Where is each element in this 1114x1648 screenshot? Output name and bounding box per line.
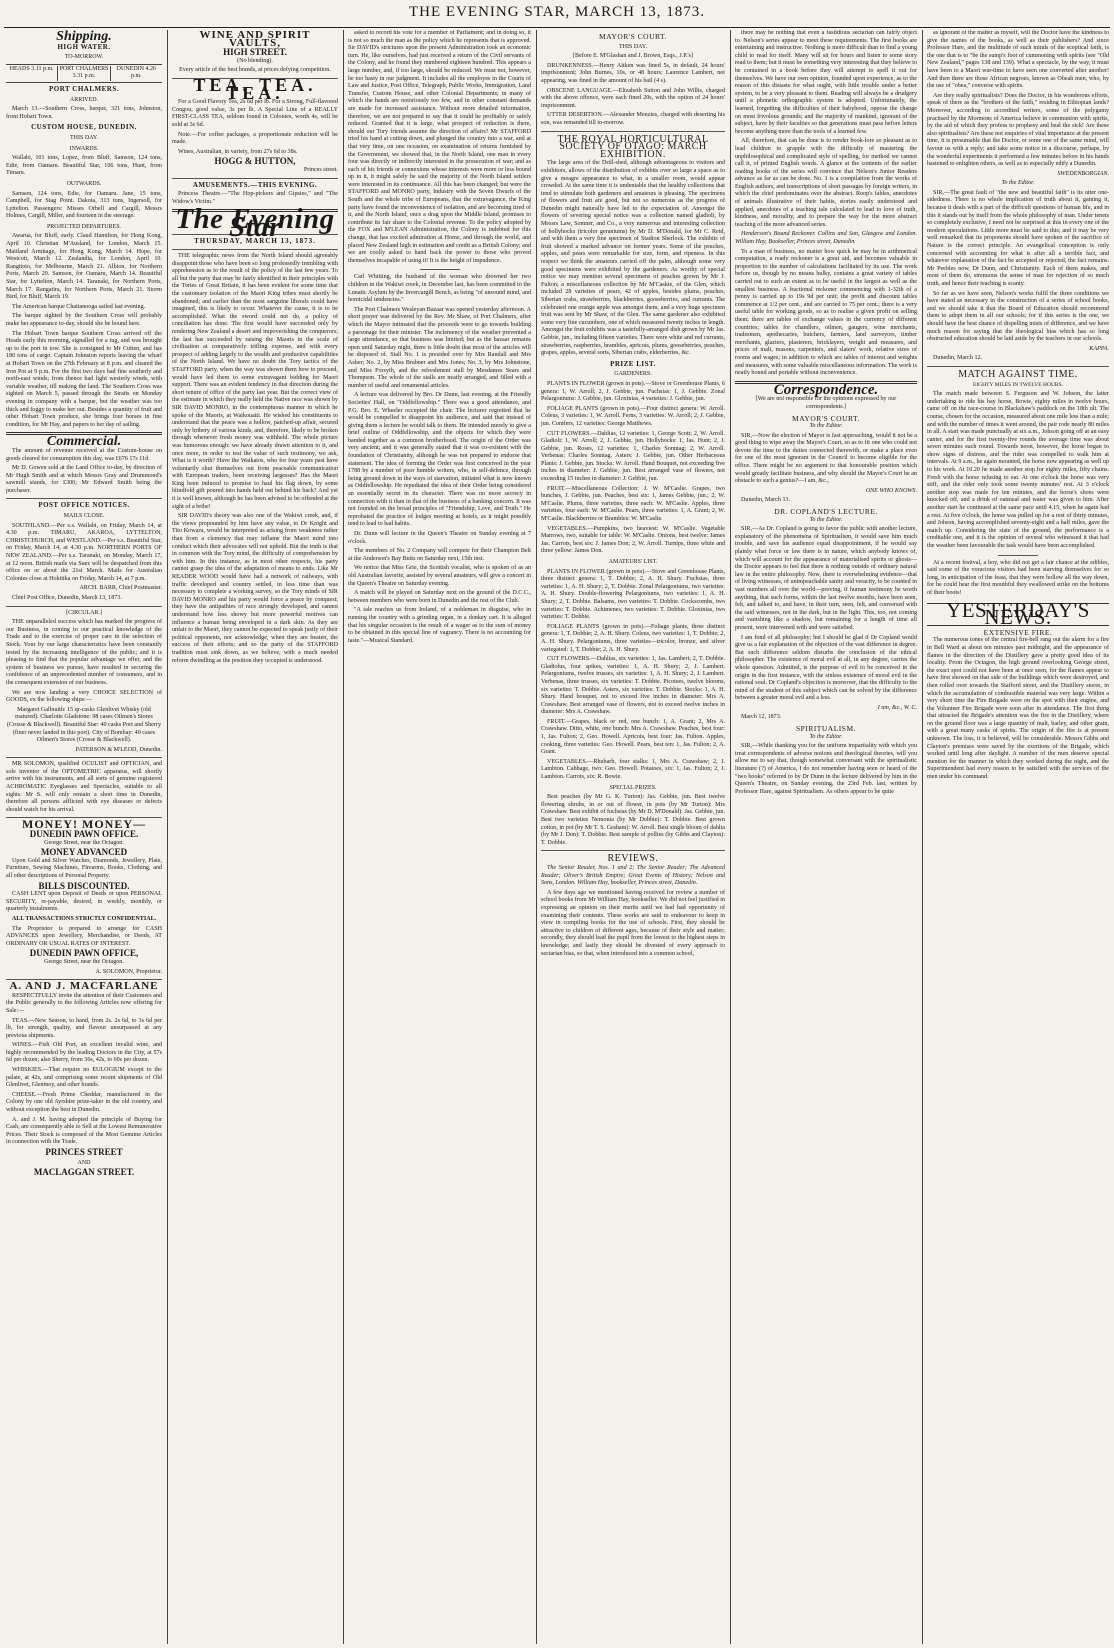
letter-text: So far as we have seen, Nelson's works fulfil the three conditions we have stated as necessary in the construction of a series of school books, and we should take it that the Board of Education should recommend them to adopt them in all our schools; for if this series is the one, we should have the best chance of dispelling mists of difference, and we have much reason for saying that the theological bias which has so long obstructed education should be laid aside by the teachers in our schools.: [927, 290, 1109, 343]
amusements-heading: AMUSEMENTS.—THIS EVENING.: [192, 180, 318, 189]
prize-text: VEGETABLES.—Pumpkins, two heaviest: W. M'Caslie. Vegetable Marrows, two, suitable for table: W. M'Caslie. Onions, best twelve: James Jas. Carrots, best six: J. James Don; 2, W. Arroll. Turnips, three white and three yellow: James Don.: [541, 525, 725, 555]
letter-date: Dunedin, March 12.: [933, 355, 983, 362]
to-editor: To the Editor.: [809, 733, 843, 740]
amateur-text: FRUIT.—Grapes, black or red, one bunch: 1, A. Grant; 2, Mrs A. Crawshaw. Ditto, white, one bunch: Mrs A. Crawshaw. Peaches, best four: 1, Jas. Fulton; 2, Geo. Howell. Apricots, best four: Jas. Fulton. Apples, cooking, three varieties: Geo. Howell. Pears, best ten: 1, Jas. Fulton; 2, A. Grant.: [541, 718, 725, 756]
wine-text: Every article of the best brands, at prices defying competition.: [179, 67, 331, 74]
mails-text: SOUTHLAND.—Per s.s. Wallabi, on Friday, March 14, at 4.30 p.m. TIMARU, AKAROA, LYTTELTON, CHRISTCHURCH, and WESTLAND.—Per s.s. Beautiful Star, on Friday, March 14, at 4.30 p.m. NORTHERN PORTS OF NEW ZEALAND.—Per s.s. Taranaki, on Monday, March 17, at 12 noon. British mails via Suez will be despatched from this office on or about the 21st March. Mails for Australian Colonies close at Hokitika on Friday, March 14, at 7 p.m.: [6, 522, 162, 582]
macfarlane-text: RESPECTFULLY invite the attention of their Customers and the Public generally to the following Articles now offering for Sale:—: [6, 992, 162, 1014]
solomon-ad: MR SOLOMON, qualified OCULIST and OPTICIAN, and sole inventor of the OPTOMETRIC apparatus, will shortly arrive with his instruments, and all sorts of genuine registered ACHROMATIC Eyeglasses and Spectacles, suitable to all sights. Mr S. will only remain a short time in Dunedin, therefore all persons afflicted with eye diseases or defects should watch for his arrival.: [6, 761, 162, 813]
column-rule: [536, 30, 537, 1644]
high-water-heading: HIGH WATER.: [57, 42, 111, 51]
cheese-text: CHEESE.—Fresh Prime Cheddar, manufactured in the Colony by one old Ayrshire prize-taker in the old country, and without exception the best in Dunedin.: [6, 1091, 162, 1114]
masthead-rule: [4, 27, 1110, 28]
special-prizes-label: SPECIAL PRIZES.: [609, 784, 657, 791]
solomon-signature: A. SOLOMON, Proprietor.: [95, 968, 162, 975]
amusements-text: Princess Theatre.—"The Hop-pickers and Gipsies," and "The Widow's Victim.": [172, 191, 338, 205]
port-heading: PORT CHALMERS.: [48, 84, 120, 93]
to-editor: To the Editor.: [809, 516, 843, 523]
gardeners-label: GARDENERS.: [614, 371, 652, 378]
prize-text: FOLIAGE PLANTS (grown in pots).—Four distinct genera: W. Arroll. Coleus, 3 varieties: 1, W. Arroll. Ferns, 3 varieties: W. Arroll; 2, J. Gebbie, jun. Conifers, 12 varieties: George Matthews.: [541, 405, 725, 427]
this-day-label: THIS DAY.: [618, 43, 647, 50]
commercial-para: Mr D. Gowen sold at the Land Office to-day, by direction of Mr Hugh Smith and at which Messrs Gray and Drummond's sawmill stands, for £300; Mr Edward Smith being the purchaser.: [6, 465, 162, 494]
tide-cell: DUNEDIN 4.26 p.m.: [116, 65, 156, 80]
maclaggan-street: MACLAGGAN STREET.: [33, 1167, 135, 1178]
letter-date: Dunedin, March 13.: [741, 497, 791, 504]
projected-label: PROJECTED DEPARTURES.: [46, 223, 122, 230]
reviews-heading: REVIEWS.: [607, 853, 659, 865]
whiskies-text: WHISKIES.—That require no EULOGIUM except to the palate, at 42s, and comprising some recent shipments of Old Glenlivet, Glenmoy, and other brands.: [6, 1067, 162, 1089]
correspondence-note: [We are not responsible for the opinions expressed by our correspondents.]: [755, 396, 897, 410]
divider: [6, 498, 162, 499]
letter-text: SIR,—Now the election of Mayor is fast approaching, would it not be a good thing to wipe away the Mayor's Court, so as to fit one who could not devote the time to the duties connected therewith, or make a place even for one of the most ignorant in the Council to become eligible for the office. There might be no argument to that honourable position which would greatly facilitate business, and why should the Mayor's Court be an obstacle to such a genius?—I am, &c.,: [735, 432, 917, 485]
circular-text: We are now landing a very CHOICE SELECTION of GOODS, ex the following ships:—: [6, 689, 162, 704]
proprietor-text: The Proprietor is prepared to arrange for CASH ADVANCES upon Jewellery, Merchandise, or Deeds, AT ORDINARY OR USUAL RATES OF INTEREST.: [6, 925, 162, 947]
editorial-text: SIR DAVID's theory was also one of the Wakiwi creek, and, if the views propounded by him have any value, to Dr Knight and Tito Kowaru, would be interpreted as arising from weakness rather than from a clemency that may inflame the Maori mind into conduct which their advocates will not uphold. But the truth is that in common with the Tory mind, the difficulty of comprehension by with him. In this instance, as in most other respects, his party cannot grasp the idea of the adaptation of means to ends. Like Mr READER WOOD would have had a network of railways, with traffic developed and country settled, in less time than was necessary to complete a working survey, so the Tory minds of SIR DAVID MONRO and his party would force a peace by conquest; they have the antipathies of race strongly developed, and cannot understand how less showy but more powerful motives can influence a human being enveloped in a dark skin. As they are unfair to the Maori, they cannot be expected to speak justly of their political opponents, nor acknowledge, when they are beaten, the success of their efforts; and so the party of the STAFFORD tradition must sink down, as we believe, with a much needed reform dwindling as the position they occupied is understood.: [172, 513, 338, 664]
match-subheading: EIGHTY MILES IN TWELVE HOURS.: [972, 381, 1064, 388]
letter-heading: DR. COPLAND'S LECTURE.: [774, 507, 878, 517]
wines-text: WINES.—Fish Old Port, an excellent invalid wine, and highly recommended by the leading Doctors in the City, at 57s 6d per dozen; also Sherry, from 36s, 42s, to 60s per dozen.: [6, 1042, 162, 1064]
pawn-address: George Street, near the Octagon.: [44, 839, 124, 846]
pawn-office-name: DUNEDIN PAWN OFFICE.: [29, 829, 139, 840]
tea-note: Note.—For coffee packages, a proportionate reduction will be made.: [172, 131, 338, 146]
news-item: The members of No. 2 Company will compete for their Champion Belt at the Anderson's Bay Butts on Saturday next, 15th inst.: [348, 548, 531, 562]
divider: [541, 850, 725, 851]
anecdote-text: At a recent festival, a boy, who did not get a fair chance at the edibles, said some of the voracious visitors had been starving themselves for so long, in anticipation of the feast, that they were hollow all the way down, for he could hear the first mouthful they swallowed strike on the bottoms of their boots!: [927, 559, 1109, 596]
amateur-text: VEGETABLES.—Rhubarb, four stalks: 1, Mrs A. Crawshaw; 2, J. Lambton. Cabbage, two: Geo. Howell. Potatoes, six: 1, Jas. Fulton; 2, J. Lambton. Carrots, six: R. Bowie.: [541, 758, 725, 781]
column-1: [6, 30, 162, 1644]
divider: [172, 249, 338, 250]
outwards-text: Samson, 124 tons, Edie, for Oamaru. Jane, 15 tons, Campbell, for Stag Point. Dakota, 313 tons, Ingersoll, for Lyttelton. Passengers: Misses Orbell and Cargill, Messrs Holmes, Cargill, Miller, and fourteen in the steerage.: [6, 190, 162, 220]
inwards-text: Wallabi, 101 tons, Lopez, from Bluff. Samson, 124 tons, Edie, from Oamaru. Beautiful Star, 106 tons, Hunt, from Timaru.: [6, 155, 162, 177]
review-continued: All, therefore, that can be done is to render book-lore so pleasant as to lead children to grapple with the difficulty of mastering the unphilosophical and complicated style of spelling, for method we cannot call it, of printed English words. A glance at the contents of the earlier reading books of the series will convince that Nelson's Junior Readers advance as far as can be done. No. 1 is a compilation from the works of English authors, and transcriptions of short passages by foreign writers, in which the chief predominates over the abstract. Roop's fables, anecdotes of animals illustrative of their habits, stories easily understood and applied, anecdotes of a teaching tale calculated to lead to love of truth, kindness, and morality, and to prepare the way for the more abstract teaching of the more advanced series.: [735, 138, 917, 228]
letter-text: I am fond of all philosophy; but I should be glad if Dr Copland would give us a fair explanation of the objection of the vast difference in degree. But such difference seldom disturbs the conclusion of the ethical philosopher. The existence of moral evil at all, in any degree, carries the whole question. Admitted, is the purpose of evil to be conceived in the origin in the first instance, with the sinless existence of moral evil in the rational soul. Dr Copland's objection is moreover, that the difficulty to the mind of the student of this subject which can be solved by the difference between a greater moral evil and a less.: [735, 634, 917, 702]
mails-close-label: MAILS CLOSE.: [63, 513, 105, 520]
mayors-court-heading: MAYOR'S COURT.: [599, 32, 667, 41]
princes-street: PRINCES STREET: [45, 1147, 123, 1157]
prize-text: FRUIT.—Miscellaneous Collection: J. W. M'Caslie. Grapes, two bunches, J. Gebbie, jun. Peaches, best six: 1, James Gebbie, jun.; 2, W. M'Caslie. Plums, three varieties, three each: W. M'Caslie. Apples, three varieties, four each: W. M'Caslie. Pears, three varieties: 1, A. Grant; 2, W. M'Caslie. Blackberries or Brambles: W. M'Caslie.: [541, 485, 725, 523]
tea-lines: For a Good Flavory Tea, 2s 6d per lb. For a Strong, Full-flavored Congou, good value, 3s per lb. A Special Line of a REALLY FIRST-CLASS TEA, seldom found in Colonies, worth 4s, will be sold at 3s 6d.: [172, 99, 338, 128]
macfarlane-close: A. and J. M. having adopted the principle of Buying for Cash, are consequently able to Sell at the Lowest Remunerative Prices. Their Stock is composed of the Most Genuine Articles in connection with the Trade.: [6, 1116, 162, 1146]
column-3: [348, 30, 531, 1644]
news-item: The Port Chalmers Wesleyan Bazaar was opened yesterday afternoon. A short prayer was delivered by the Rev. Mr Shaw, of Port Chalmers, after which the Mayor intimated that the proceeds were to go towards building a parsonage for their minister. The inclemency of the weather prevented a large attendance, so that business was limited; but as the bazaar remains open until Saturday night, there is little doubt that most of the articles will be disposed of. Stall No. 1 is presided over by Mrs Randall and Mrs Asher; No. 2, by Miss Brabner and Mrs Jones; No. 3, by Mrs Johnstone, and Miss Forsyth, and the refreshment stall by Mesdames Sears and Thompson. The whole of the stalls are neatly arranged, and filled with a number of useful and ornamental articles.: [348, 306, 531, 389]
advertiser-signature: PATERSON & M'LEOD, Dunedin.: [75, 746, 162, 753]
column-2: [172, 30, 338, 1644]
wine-vaults-heading: WINE AND SPIRIT VAULTS,: [199, 30, 311, 49]
editorial-continued: asked to record his vote for a member of Parliament; and in doing so, it is not so much the man as the policy which he represents that is approved. Sir DAVID's strictures upon the present Administration took an economic turn. He, like ourselves, had just received a return of the Civil servants of the Colony, and he found they numbered eighteen hundred. This appears a large number, and, if too large, should be reduced. We must not, however, be too hasty in our judgment. It includes all the employes in the Courts of Law and Justice, Post Office, Telegraph, Public Works, Immigration, Land Transfer, Custom House, and other Colonial Departments; in many of which the hands are notoriously too few, and in other constant demands are made for increased assistance. Without more detailed information, therefore, we are not prepared to say that it could be profitably or safely reduced. Granted that it is large, what prospect of reduction is there, should our Tory friends assume the direction of affairs? Mr STAFFORD tried his hand at cutting down, and plunged the country into a war, and at that very time, on one occasion, on examination of returns furnished by the Government, we showed that, in the North Island, one man in every four was directly or indirectly interested in the prosecution of war; and as each of his friends or connexions whose interests were more or less bound up in it, it might safely be said the majority of the North Island settlers were interested in its continuance. All this has been changed; but were the STAFFORD and MONRO party, Industry with the Seven Dwarfs of the South and the whole tribe of Europeans, that the extravagance, the King party have found the inconvenience of isolation, and are becoming tired of it, and the North Island, once a drag upon the Middle Island, promises to contribute its fair share to the Colonial revenue. To the policy adopted by the FOX and M'LEAN Administration, the Colony is indebted for this change, that has excited admiration at Home, and through the world, and placed New Zealand high in estimation and credit as a British Colony; and we are coolly asked to hand back the power to those who proved themselves incapable of using it! It is the height of impudence.: [348, 30, 531, 264]
news-item: We notice that Miss Grie, the Scottish vocalist, who is spoken of as an old Australian favorite, assisted by several amateurs, will give a concert in the Queen's Theatre on Saturday evening.: [348, 565, 531, 587]
section-heading-commercial: Commercial.: [46, 434, 122, 450]
hogg-address: Princes street.: [303, 166, 338, 173]
correspondence-heading: Correspondence.: [773, 381, 879, 398]
court-text: DRUNKENNESS.—Henry Aitken was fined 5s, in default, 24 hours' imprisonment; John Burnes, 10s, or 48 hours; Laurence Lambert, not appearing, was fined in the amount of his bail (4 s).: [541, 62, 725, 84]
letter-signature: SWEDENBORGIAN.: [1057, 170, 1109, 177]
letter-text: SIR,—While thanking you for the uniform impartiality with which you treat correspondents of adverse notions and theological theories, will you allow me to say that, though somewhat conversant with the spiritualistic literature (?) of America, I do not remember having seen or heard of the "two books" referred to by Dr Dunn in the lecture delivered by him in the Queen's Theatre, on Sunday evening, the 23rd Feb. last, written by Professor Hare, against Spiritualism. As others appear to be quite: [735, 743, 917, 795]
letter-text: SIR,—As Dr. Copland is going to favor the public with another lecture, explanatory of the phenomena of Spiritualism, it would save him much trouble, and save his audience equal disappointment, if he would say plainly what force or law there is in nature, which anybody knows of, which will account for the appearance of materialised spirits or ghosts—the Doctor appears to feel that there is nothing outside of ordinary natural law in the entire philosophy. Now, there is overwhelming evidence—that of living witnesses, of unimpeachable sanity and veracity, to be counted in vast numbers all over the world—proving, if human testimony be worth anything, that such forms, within the last twelve months, have been seen, felt, and talked to, and have, in their turn, seen, felt, and conversed with the said witnesses, not in the dark, but in the light. This, too, not coming and vanishing like a shadow, but remaining for a length of time all present, were intervened with and were satisfied.: [735, 526, 917, 631]
shipping-para: The Hobart Town barque Southern Cross arrived off the Heads early this morning, signalled for a tug, and was brought up to the port in tow. She is consigned to Mr Cutten, and has 180 tons of cargo. Captain Johnston reports leaving the wharf at Hobart Town on the 27th February at 8 p.m. and cleared the Iron Pot at 9 p.m. For the first two days had fine southerly and north-east winds; from thence had light westerly winds, with variable weather, till making the land. The Southern Cross was sighted on March 5, passed through the Straits on Monday evening in company with a barque, but the weather was too thick and foggy to make her out. Besides a quantity of fruit and other Hobart Town produce, she brings four horses in fine condition, for Mr Hay, and papers to her day of sailing.: [6, 330, 162, 428]
tide-cell: HEADS 3.11 p.m.: [6, 66, 58, 81]
divider: [172, 178, 338, 179]
review-continued: there may be nothing that even a fastidious sectarian can fairly object to. Nelson's series appear to meet these requirements. The first books are entertaining and instructive. Nothing is more difficult than to find a young child to read for itself. Many will sit for hours and listen to some story read to them; but it must be something very interesting that they believe to be contained in a book before they will attempt to spell it out for themselves. We have our own opinion, founded upon experience, as to the reason of this distaste for what ought, with little trouble under a better system, to be a very pleasant to them. Reading will always be a drudgery until a phonetic orthographic system is adopted. Unfortunately, the learned, forgetting the difficulties of their babyhood, oppose the change on most frivolous grounds; and the majority of mankind, ignorant of the subject, have by their faculties so that generations must pass before letters become anything more than the tools of a learned few.: [735, 30, 917, 135]
divider: [6, 606, 162, 607]
amateur-text: FOLIAGE PLANTS (grown in pots).—Foliage plants, three distinct genera: 1, T. Dobbie; 2, A. H. Shury. Coleus, two varieties: 1, T. Dobbie; 2, A. H. Shury. Pelargoniums, three varieties—tricolor, bronze, and silver variegated: 1, T. Dobbie; 2, A. H. Shury.: [541, 623, 725, 653]
tide-table: [6, 64, 162, 83]
money-heading: MONEY! MONEY—: [22, 817, 146, 832]
column-rule: [922, 30, 923, 1644]
circular-text: THE unparalleled success which has marked the progress of our Business, in coming to our practical knowledge of the Trade and to the exercise of proper care in the selection of Stock. Your by our large characteristics have been constantly tested by the increasing intelligence of the public; and it is pleasing to find that the popular advantage we offer, and the system of business we pursue, have resulted in securing the confidence of an unprecedented number of consumers, and in the consequent extension of our business.: [6, 619, 162, 686]
ships-list: Margaret Galbraith: 15 qr-casks Glenlivet Whisky (old matured). Charlotte Gladstone: 98 cases Oilmen's Stores (Crosse & Blackwell). Beautiful Star: 40 casks Port and Sherry (finer never landed in this port). City of Bombay: 40 cases Oilmen's Stores (Crosse & Blackwell).: [6, 706, 161, 744]
prize-text: CUT FLOWERS.—Dahlias, 12 varieties: 1, George Scott; 2, W. Arroll. Gladioli: 1, W. Arroll; 2, J. Gebbie, jun. Hollyhocks: 1, Jas. Hunt; 2, J. Gebbie, jun. Roses, 12 varieties: 1, Charles Sonntag; 2, W. Arroll. Verbenas: Charles Sonntag. Asters: J. Gebbie, jun. Other Herbaceous Plants: J. Gebbie, jun. Stocks: W. Arroll. Hand Bouquet, not exceeding five inches in diameter: J. Gebbie, jun. Best arranged vase of flowers, not exceeding 15 inches in diameter: J. Gebbie, jun.: [541, 430, 725, 483]
outwards-label: OUTWARDS.: [66, 180, 102, 187]
match-heading: MATCH AGAINST TIME.: [958, 368, 1078, 380]
and-label: AND: [77, 1159, 91, 1166]
no-blending: (No blending).: [237, 57, 273, 64]
match-text: The match made between S. Ferguson and W. Johson, the latter undertaking to ride his bay horse, Bowie, eighty miles in twelve hours, came off on the race-course in Blackshaw's paddock on the 18th ult. The course, chosen for the occasion, measured about one mile less than a mile; and with the number of times it went around, the pair rode nearly 80 miles in all. A start was made punctually at six a.m., Johson going off at an easy canter, and for the first twenty-five rounds the average time was about seven minutes each round. Towards noon, however, the horse began to show signs of distress, and the rider was compelled to walk him at intervals. At 9 a.m., he again mounted, the horse now appearing as well up to his work. At 10.20 he made another stop for eighty miles, fifty chains. Fresh with the horse refusing to eat. At one o'clock the horse was very stiff, and the rider only took some twenty minutes' rest. At 3 o'clock another stop was made for ten minutes, and the horse's shoes were knocked off, and a drink of oatmeal and water was given to him. After another start he continued at the same pace until 4.15, when he again had a rest. At five o'clock, the horse was pulled up for a rest of thirty minutes, and Johson, having accomplished seventy-eight and a half miles, gave the match up. Considering the state of the ground, the performance is a creditable one, and it is the opinion of several who witnessed it that had the weather been favourable the task would have been accomplished.: [927, 391, 1109, 549]
inwards-label: INWARDS.: [69, 145, 99, 152]
news-item: "A tale reaches us from Ireland, of a nobleman in disguise, who in running the country with a grinding organ, in a donkey cart. It is alleged that his singular occasion is the result of a wager as to the sum of money to be obtained in this special line of vagrancy. There is no accounting for taste."—Musical Standard.: [348, 607, 531, 644]
fire-text: The numerous tones of the central fire-bell rang out the alarm for a fire in Bell Ward at about ten minutes past midnight, and the appearance of flames in the direction of the Distillery gave a pretty good idea of its locality. From the Octagon, the high ground overlooking George street, the exact spot could not have been at once seen, for the flames appear to have first showed on that side of the buildings which were destroyed, and then rolled over towards the Stafford street, and the Distillery stores, in which the accumulation of combustible material was very large. Within a very short time the Fire Brigade were on the spot with their engine, and the Volunteer Fire Brigade were soon after in attendance. The first thing that attracted the Brigade's attention was the fire in the Distillery, where on the ground floor was a large quantity of malt, barley, and other grain, with a great many casks of spirits. The origin of the fire is at present unknown. The loss, it is believed, will be considerable. Messrs Gibbs and Clayton's premises were saved by the exertions of the Brigade, which worked until long after daylight. A number of the men deserve special mention for the manner in which they worked during the night, and the Superintendent had every reason to be satisfied with the services of the men under his command.: [927, 637, 1109, 781]
macfarlane-heading: A. AND J. MACFARLANE: [9, 980, 159, 993]
divider: [998, 555, 1038, 556]
to-editor: To the Editor.: [1001, 180, 1035, 187]
high-street: HIGH STREET.: [223, 47, 287, 58]
divider: [420, 269, 460, 270]
column-rule: [730, 30, 731, 1644]
news-item: A match will be played on Saturday next on the ground of the D.C.C., between members who were born in Dunedin and the rest of the Club.: [348, 590, 531, 604]
arrival-text: March 13.—Southern Cross, barque, 321 tons, Johnston, from Hobart Town.: [6, 106, 162, 120]
cash-text: CASH LENT upon Deposit of Deeds or upon PERSONAL SECURITY, re-payable, desired, in weekly, monthly, or quarterly instalments.: [6, 891, 162, 913]
commercial-para: The amount of revenue received at the Custom-house on goods cleared for consumption this day, was £676 17s 11d.: [6, 447, 162, 462]
pawn-address-2: George Street, near the Octagon.: [44, 958, 124, 965]
section-heading-shipping: Shipping.: [56, 30, 112, 44]
to-editor: To the Editor.: [809, 423, 843, 430]
letter-signature: KAPPA.: [1089, 345, 1109, 352]
letter-date: March 12, 1873.: [741, 714, 782, 721]
court-text: UTTER DESERTION.—Alexander Menzies, charged with deserting his son, was remanded till to-morrow.: [541, 112, 725, 126]
money-advanced: MONEY ADVANCED: [40, 847, 128, 858]
customs-heading: CUSTOM HOUSE, DUNEDIN.: [31, 123, 137, 132]
bills-discounted: BILLS DISCOUNTED.: [38, 880, 130, 891]
divider: [6, 757, 162, 758]
this-day-label: THIS DAY.: [69, 134, 98, 141]
horticultural-text: The large area of the Drill-shed, although advantageous to visitors and exhibitors, allows of the distribution of exhibits over so large a space as to give a meagre appearance to what, in a smaller room, would appear crowded. At the same time it is undeniable that the healthy collections that tend to stimulate both gardeners and amateurs is pleasing. The specimens of flowers and fruit are good, but not so numerous as the progress of Dunedin might naturally have led to the expectation of. Amongst the flowers of severing special notice was a collection named gladioli, by Messrs Law, Somner, and Co., a very numerous and interesting collection of hollyhocks (tricolor geraniums) by Mr D. M'Donald, for Mr C. Reid, and with them a very fine specimen of Stadion Sherlock. The exhibits of fruit showed a marked advance on former years. Some of the peaches, apples, and pears were remarkable for size, form, and ripeness. In this respect we think the amateurs carried off the palm, although some very good specimens were exhibited by the gardeners. As worthy of special notice we may mention several specimens of peaches grown by Mr J. Fulton; a miscellaneous collection by Mr M'Caskie, of the Glen, which included 28 varieties of pears, 42 of apples, besides plums, peaches, Siberian crabs, strawberries, blackberries, gooseberries, and currants. The celebrated one orange apple was amongst them, and a very huge specimen fruit was sent by Mr Shaw, of the Glen. The same gardener also exhibited some very fine cucumbers, one of which measured twenty inches in length. Amongst the fruit exhibits was a tastefully-arranged dish grown by Mr Jas. Gebbie, jun., including fifteen varieties. There were white and red currants, strawberries, raspberries, brambles, apricots, plums, gooseberries, peaches, grapes, apples, several sorts, Siberian crabs, elderberries, &c.: [541, 160, 725, 357]
issue-date: THURSDAY, MARCH 13, 1873.: [194, 237, 316, 246]
pawn-text: Upon Gold and Silver Watches, Diamonds, Jewellery, Plate, Furniture, Sewing Machines, Firearms, Books, Clothing, and all other descriptions of Personal Property.: [6, 857, 162, 879]
postmaster-signature: ARCH. BARR, Chief Postmaster.: [79, 585, 162, 592]
amateurs-label: AMATEURS' LIST.: [608, 559, 658, 565]
prize-list-heading: PRIZE LIST.: [610, 359, 656, 368]
teas-text: TEAS.—New Season, to hand, from 2s. 2s 6d, to 3s 6d per lb, for strength, quality, and flavour unsurpassed at any previous shipments.: [6, 1017, 162, 1039]
shipping-para: The barque sighted by the Southern Cross will probably make her appearance to-day, should she be bound here.: [6, 313, 162, 327]
arrived-label: ARRIVED.: [69, 96, 99, 103]
strictly-confidential: ALL TRANSACTIONS STRICTLY CONFIDENTIAL.: [11, 915, 157, 922]
post-office-place: Chief Post Office, Dunedin, March 13, 1873.: [12, 595, 122, 601]
letter-continued: Are they really spiritualists? Does the Doctor, in his wonderous efforts, speak of there as the "brothers of the faith," residing in Ethiopian lands? Moreover, according to accredited writers, some of the polygamy practised by the Mormons of America believe in communion with spirits, by the aid of which they profess to prophesy and heal the sick! Are these also spiritualists? Are these not enquiries of vital importance at the present time, it is presumable that the Doctor, or some one of the same mind, will favour us with a reply; and take some notice in a discourse, perhaps, by the wonderful experiments it performed a few minutes before in his hands hastened to enlighten others, as well as to especially edify a Dunedin.: [927, 92, 1109, 168]
special-text: Best peaches (by Mr G. K. Turton): Jas. Gebbie, jun. Best twelve flowering shrubs, in or out of flower, in pots (by Mr Turton): Mrs Crawshaw. Best exhibit of fuchsias (by Mr D. M'Donald): Jas. Gebbie, jun. Best two varieties Nemonia (by Mr Dobbie): T. Dobbie. Best grown cotton, in pot (by Mr T. S. Graham): W. Arroll. Best single bloom of dahlia (by Mr J. Don): T. Dobbie. Best sample of pollies (by Gibbs and Clayton): T. Dobbie.: [541, 794, 725, 846]
masthead: THE EVENING STAR, MARCH 13, 1873.: [409, 4, 705, 20]
column-5: [735, 30, 917, 1644]
news-item: Dr. Dunn will lecture in the Queen's Theatre on Sunday evening at 7 o'clock.: [348, 531, 531, 545]
letter-signature: ONE WHO KNOWS.: [865, 487, 917, 494]
amateur-text: CUT FLOWERS.—Dahlias, six varieties: 1, Jas. Lambert; 2, T. Dobbie. Gladiolus, four spikes, varieties: 1, A. H. Shury; 2, J. Lambert. Pelargoniums, twelve trusses, six varieties: 1, A. H. Shury; 2, J. Lambert. Verbenas, three trusses, six varieties: T. Dobbie. Picotees, twelve blooms, six varieties: T. Dobbie. Asters, six varieties: T. Dobbie. Stocks: 1, A. H. Shury. Hand bouquet, not to exceed five inches in diameter: Mrs A. Crawshaw. Best arranged vase of flowers, not to exceed twelve inches in diameter: Mrs A. Crawshaw.: [541, 656, 725, 716]
letter-heading: SPIRITUALISM.: [795, 724, 857, 734]
review-title: The Senior Reader, Nos. 1 and 2; The Senior Reader; The Advanced Reader; Oliver's British Empire; Great Events of History; Nelson and Sons, London. William Hay, bookseller, Princes street, Dunedin.: [541, 864, 725, 887]
column-4: [541, 30, 725, 1644]
editorial-text: THE telegraphic news from the North Island should agreeably disappoint those who have been so long professedly trembling with apprehension as to the result of the policy of the last few years. To all but the party that may be fairly identified in their principles with the Tories of Great Britain, it has been evident for some time that the customary isolation of the Maori King tribes must shortly be abandoned; and earlier than the most sanguine liberals could have imagined, this is likely to occur. Whatever the cause, it is to be accomplished. What the sword could not do, a policy of conciliation has done. The first would have succeeded only by rendering New Zealand a desert and impoverishing the conquerors; the last has succeeded by raising the Maoris in the scale of civilisation at comparatively trifling expense, and with every prospect of adding largely to the wealth and productive capabilities of the North Island. We have no doubt the Tory tactics of the STAFFORD party, when the way was shown them how to proceed, would have led them to some extravagant bidding for Maori support. There was an evident tendency in that direction during the short tenure of office of the party last year. But the correct view of the estimate in which they really held the Native race was shown by SIR DAVID MONRO, in the contemptuous manner in which he spoke of the Maoris, at Waikouaiti. He wished his constituents to understand that the peace was a hollow, patched-up affair, secured only by bribery of various kinds, and, therefore, likely to be broken through whenever fresh money was withheld. The whole picture was humorous enough: we have already drawn attention to it, and once more, in order to test the value of such testimony, we ask, What is it worth? Have the Waikatos, who for four years past have voluntarily shut themselves out from peaceable communication with European traders, been receiving largesses? Has the Maori King been induced to promise to haul his flag down, by some blindfold gift poured into hands held out behind his back? And yet it is well known, although he has been advised to be offended at the sight of a bribe!: [172, 253, 338, 510]
reckoner-text: To a man of business, no matter how quick he may be in arithmetical computation, a ready reckoner is a great aid, and becomes valuable in proportion to the number of calculations facilitated by its use. The work before us, though by no means bulky, contains a great variety of tables carried out to such an extent as to be useful in the largest as well as the smallest business. A fractional reckoner commencing with 1-32th of a penny is carried up to 19s 9d per unit; the profit and discount tables commence at 1/2 per cent., and are carried to 75 per cent.; there is a very useful table for working goods, so as to realise a given profit on selling them; there are tables of exchange values in the currency of different countries; tables for chandlers, oilmen, gaugers, wine merchants, tradesmen, apothecaries, butchers, farmers, land surveyors, timber merchants, glaziers, plasterers, bricklayers, weight and measures, and prices of malt, masons, carpenters, and slaters' work, relative sizes of rooms and wages; in addition to which are tables of interest and weights and measures, with some valuable miscellaneous information. The work is neatly bound and portable without inconvenience.: [735, 248, 917, 377]
letter-continued: as ignorant of the matter as myself, will the Doctor have the kindness to give the names of the books, as well as their publishers? And since Professor Hare, and the multitude of such minds of the sceptical faith, is the one that is to "be the sump's foot of cummoning with spirits (see "Old New Zealand," pages 138 and 139). What a spectacle, by the way, it must have been to a Maori war-time to have seen one converted after another! And then there are those African negroes, known as Obeah men, who, by the use of "obea," converse with spirits.: [927, 30, 1109, 90]
pawn-office-name-2: DUNEDIN PAWN OFFICE,: [29, 948, 139, 959]
shipping-para: The American barque Chattanooga sailed last evening.: [12, 303, 146, 310]
letter-heading: MAYOR'S COURT.: [792, 413, 860, 423]
review-text: A few days ago we mentioned having received for review a number of school books from Mr William Hay, bookseller. We did not feel justified in expressing an opinion on their merits until we had had opportunity of examining their contents. These works are said to endeavour to keep in view in compiling books for the use of schools. First, they should be attractive to children of different ages, because of their style and matter; secondly, they should lead the pupil from the lowest to the highest steps in knowledge; and lastly they should be divested of every approach to sectarian bias, so that, when introduced into a common school,: [541, 889, 725, 957]
tide-cell: PORT CHALMERS 3.31 p.m.: [58, 66, 110, 81]
news-item: A lecture was delivered by Bro. Dr Dunn, last evening, at the Friendly Societies' Hall, on "Oddfellowship." There was a good attendance, and P.G. Bro. E. Wheeler occupied the chair. The lecturer regretted that he would be compelled to disappoint his audience, and said that instead of giving them a lecture he would talk to them. He intended merely to give a brief outline of Oddfellowship, and the objects for which they were banded together as a common brotherhood. The origin of the Order was very ancient; and it was generally stated that it was co-existent with the foundation of Christianity, although he was not prepared to endorse that statement. The idea of forming the Order was first conceived in the year 1788 by a number of poor humble writers, who, in self-defence, through being ground down in the ways of starvation, initiated what is now known as Oddfellowship. He repudiated the idea of their Order being considered an essentially secret in its character. There was no more secrecy in connection with it than in that of the business of a banking concern. It was not founded on the broad principles of "Friendship, Love, and Truth." He reprobated the practice of lodges meeting at hotels, as it might possibly tend to lead to bad habits.: [348, 392, 531, 528]
circular-label: [CIRCULAR.]: [66, 609, 102, 616]
tea-heading: TEA. TEA. TEA.: [193, 74, 317, 103]
fire-heading: EXTENSIVE FIRE.: [983, 627, 1053, 637]
newspaper-nameplate: The Evening Star: [175, 203, 335, 243]
court-before: [Before E. M'Glashan and J. Brown, Esqs., J.P.'s]: [573, 53, 693, 60]
column-6: [927, 30, 1109, 1644]
reckoner-title: Henderson's Bound Reckoner. Collins and Son, Glasgow and London. William Hay, Bookseller, Princes street, Dunedin.: [735, 231, 917, 246]
projected-text: Awarua, for Bluff, early. Claud Hamilton, for Hong Kong, April 10. Christian M'Ausland, for London, March 15. Maitland Armitage, for Hong Kong, March 14. Hope, for Westcott, March 12. Zealandia, for London, April 10. Rangitoto, for Melbourne, March 21. Albion, for Northern Ports, March 20. Samson, for Oamaru, March 14. Beautiful Star, for Lyttelton, March 14. Taranaki, for Northern Ports, March 17. Rangatira, for Northern Ports, March 21. Storm Bird, for Bluff, March 19.: [6, 233, 162, 301]
hogg-hutton: HOGG & HUTTON,: [214, 156, 296, 167]
post-office-heading: POST OFFICE NOTICES.: [38, 501, 130, 510]
divider: [541, 131, 725, 132]
letter-signature: I am, &c., W. C.: [877, 704, 917, 711]
column-rule: [167, 30, 168, 1644]
divider: [927, 366, 1109, 367]
court-text: OBSCENE LANGUAGE.—Elizabeth Sutton and John Willis, charged with the above offence, were each fined 20s, with the option of 24 hours' imprisonment.: [541, 87, 725, 109]
letter-text: SIR,—The great fault of "the new and beautiful faith" is its utter one-sidedness. There is no whole implication of truth about it, gaining it, because it deals with a part of the difficult questions of human life, and in this it stands out by itself from the whole philosophy of man. Under tenets so completely exclusive, I need not be surprised at this in every one of the modern speculations. Little more must be said to this; and it may be very well remarked that its proponents should have spoken of the sacrifice of Nature is the correct principle. An evangelical conception is only concerned with accounting for what is after all a terrible fact, and whatever explanation of the fact be accepted or rejected, the fact remains. Mr Peebles now, Dr Dunn, and Christianity. Each of them makes, and most of them do, strenuous the sense of man for rejection of so much truth, and hence their teaching is scanty.: [927, 189, 1109, 287]
tomorrow-label: TO-MORROW.: [64, 54, 104, 61]
horticultural-heading: THE ROYAL HORTICULTURAL SOCIETY OF OTAGO: MARCH EXHIBITION.: [557, 133, 709, 160]
column-rule: [343, 30, 344, 1644]
prize-text: PLANTS IN FLOWER (grown in pots).—Stove or Greenhouse Plants, 6 genera: 1, W. Arroll; 2, J. Gebbie, jun. Fuchsias: 1, J. Gebbie. Zonal Pelargoniums: J. Gebbie, jun. Gloxinias, 4 varieties: J. Gebbie, jun.: [541, 380, 725, 403]
news-item: Carl Whitting, the husband of the woman who drowned her two children in the Wakiwi creek, in December last, has been committed to the Lunatic Asylum by the Invercargill Bench, as being "of unsound mind, and homicidal tendencies.": [348, 274, 531, 304]
yesterdays-news-heading: YESTERDAY'S NEWS.: [927, 603, 1109, 626]
amateur-text: PLANTS IN FLOWER (grown in pots).—Stove and Greenhouse Plants, three distinct genera: 1, T. Dobbie; 2, A. H. Shury. Fuchsias, three varieties: 1, A. H. Shury; 2, T. Dobbie. Zonal Pelargoniums, two varieties: A. H. Shury. Double-flowering Pelargoniums, two varieties: 1, A. H. Shury; 2, T. Dobbie. Balsams, two varieties: T. Dobbie. Cockscombs, two varieties: T. Dobbie. Achimenes, two varieties: T. Dobbie. Gloxinias, two varieties: T. Dobbie.: [541, 568, 725, 621]
tea-wines: Wines, Australian, in variety, from 27s 6d to 38s.: [178, 148, 298, 155]
